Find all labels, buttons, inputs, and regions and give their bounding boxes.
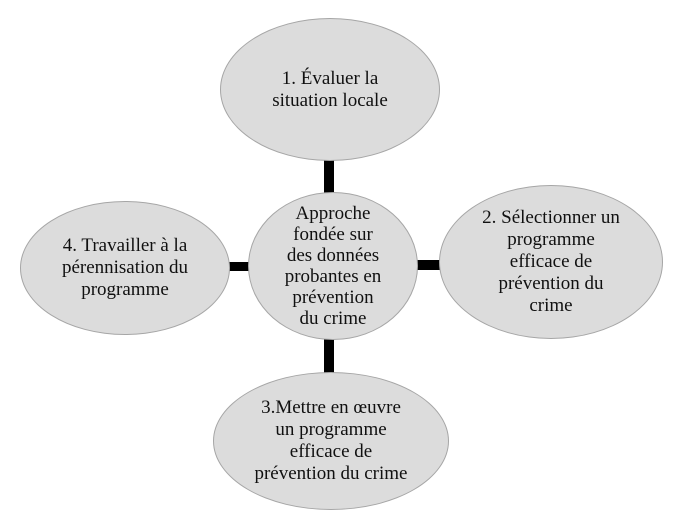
node-text-line: pérennisation du [61, 257, 189, 278]
node-step2-text [482, 207, 620, 317]
node-text-line: programme [507, 229, 595, 250]
node-text-line: prévention [292, 287, 374, 308]
node-text-line: du crime [299, 308, 367, 329]
node-text-line: efficace de [509, 251, 593, 272]
node-text-line: 4. Travailler à la [62, 235, 188, 256]
node-text-line: 3.Mettre en œuvre [261, 397, 401, 418]
node-text-line: programme [81, 279, 169, 300]
node-text-line: 2. Sélectionner un [482, 207, 620, 228]
node-step1-evaluer-situation-locale [220, 18, 440, 161]
node-text-line: 1. Évaluer la [281, 67, 379, 89]
node-text-line: des données [286, 245, 380, 266]
node-text-line: un programme [275, 419, 387, 440]
node-text-line: prévention du crime [254, 463, 408, 484]
node-step4-perennisation-programme [20, 201, 230, 335]
node-text-line: crime [529, 295, 573, 316]
node-center-text [285, 203, 382, 329]
node-step1-text [272, 68, 388, 112]
node-text-line: fondée sur [293, 224, 373, 245]
node-text-line: efficace de [289, 441, 373, 462]
node-text-line: prévention du [498, 273, 604, 294]
node-text-line: situation locale [272, 89, 388, 111]
node-center-approche-fondee-donnees-probantes [248, 192, 418, 340]
node-text-line: probantes en [284, 266, 382, 287]
node-step3-mettre-en-oeuvre [213, 372, 449, 510]
node-step2-selectionner-programme [439, 185, 663, 339]
node-step3-text [254, 397, 407, 485]
node-step4-text [62, 235, 188, 301]
node-text-line: Approche [295, 203, 371, 224]
